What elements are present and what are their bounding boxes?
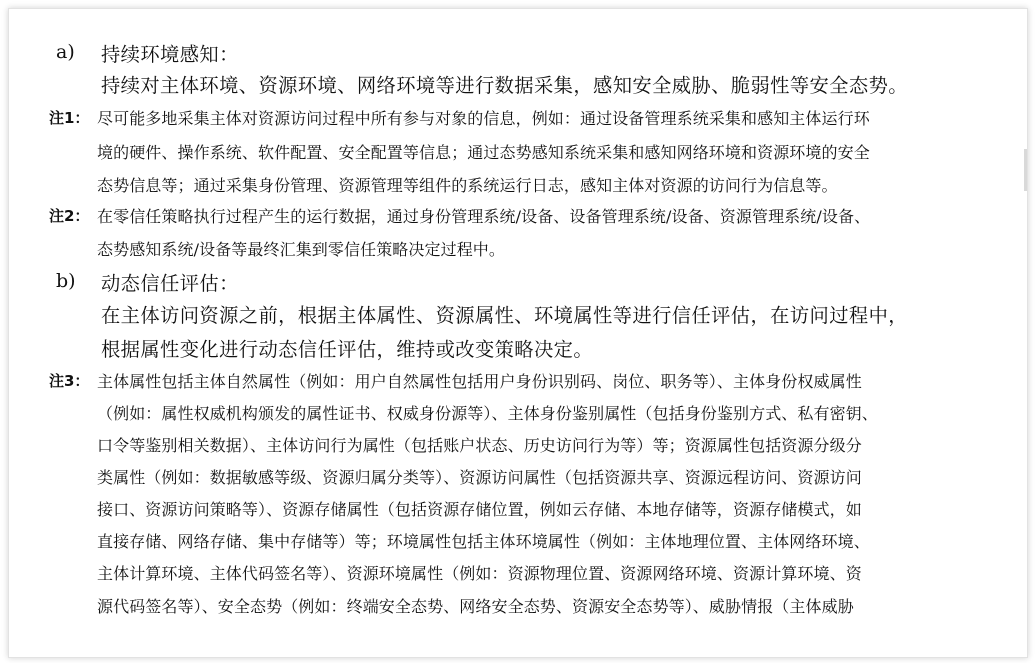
document-page <box>8 8 1028 658</box>
section-a-heading: 持续环境感知： <box>101 43 239 66</box>
page-edge-mark <box>1024 149 1027 191</box>
note3-line-8: 源代码签名等）、安全态势（例如：终端安全态势、网络安全态势、资源安全态势等）、威胁情报（主体威胁 <box>97 597 854 616</box>
note3-line-6: 直接存储、网络存储、集中存储等）等；环境属性包括主体环境属性（例如：主体地理位置、主体网络环境、 <box>97 532 870 551</box>
note3-line-1: 主体属性包括主体自然属性（例如：用户自然属性包括用户身份识别码、岗位、职务等）、主体身份权威属性 <box>97 372 862 391</box>
note3-label: 注3： <box>49 372 90 390</box>
section-b-body-line-1: 在主体访问资源之前，根据主体属性、资源属性、环境属性等进行信任评估，在访问过程中， <box>101 304 908 327</box>
note1-line-3: 态势信息等；通过采集身份管理、资源管理等组件的系统运行日志，感知主体对资源的访问行为信息等。 <box>97 176 838 195</box>
section-b-heading: 动态信任评估： <box>101 272 239 295</box>
note2-label: 注2： <box>49 207 90 225</box>
note3-line-3: 口令等鉴别相关数据）、主体访问行为属性（包括账户状态、历史访问行为等）等；资源属性包括资源分级分 <box>97 436 862 455</box>
note2-line-2: 态势感知系统/设备等最终汇集到零信任策略决定过程中。 <box>97 240 505 259</box>
note1-line-1: 尽可能多地采集主体对资源访问过程中所有参与对象的信息，例如：通过设备管理系统采集和感知主体运行环 <box>97 109 870 128</box>
section-a-label: a) <box>56 41 75 63</box>
section-b-body-line-2: 根据属性变化进行动态信任评估，维持或改变策略决定。 <box>101 338 594 361</box>
section-b-label: b) <box>56 270 76 292</box>
note3-line-7: 主体计算环境、主体代码签名等）、资源环境属性（例如：资源物理位置、资源网络环境、资源计算环境、资 <box>97 564 862 583</box>
note2-line-1: 在零信任策略执行过程产生的运行数据，通过身份管理系统/设备、设备管理系统/设备、资源管理系统/设备、 <box>97 207 871 226</box>
note3-line-4: 类属性（例如：数据敏感等级、资源归属分类等）、资源访问属性（包括资源共享、资源远程访问、资源访问 <box>97 468 862 487</box>
section-a-body-line-1: 持续对主体环境、资源环境、网络环境等进行数据采集，感知安全威胁、脆弱性等安全态势。 <box>101 74 908 97</box>
note1-line-2: 境的硬件、操作系统、软件配置、安全配置等信息；通过态势感知系统采集和感知网络环境和资源环境的安全 <box>97 143 870 162</box>
note3-line-2: （例如：属性权威机构颁发的属性证书、权威身份源等）、主体身份鉴别属性（包括身份鉴别方式、私有密钥、 <box>97 404 878 423</box>
note1-label: 注1： <box>49 109 90 127</box>
note3-line-5: 接口、资源访问策略等）、资源存储属性（包括资源存储位置，例如云存储、本地存储等，资源存储模式，如 <box>97 500 862 519</box>
